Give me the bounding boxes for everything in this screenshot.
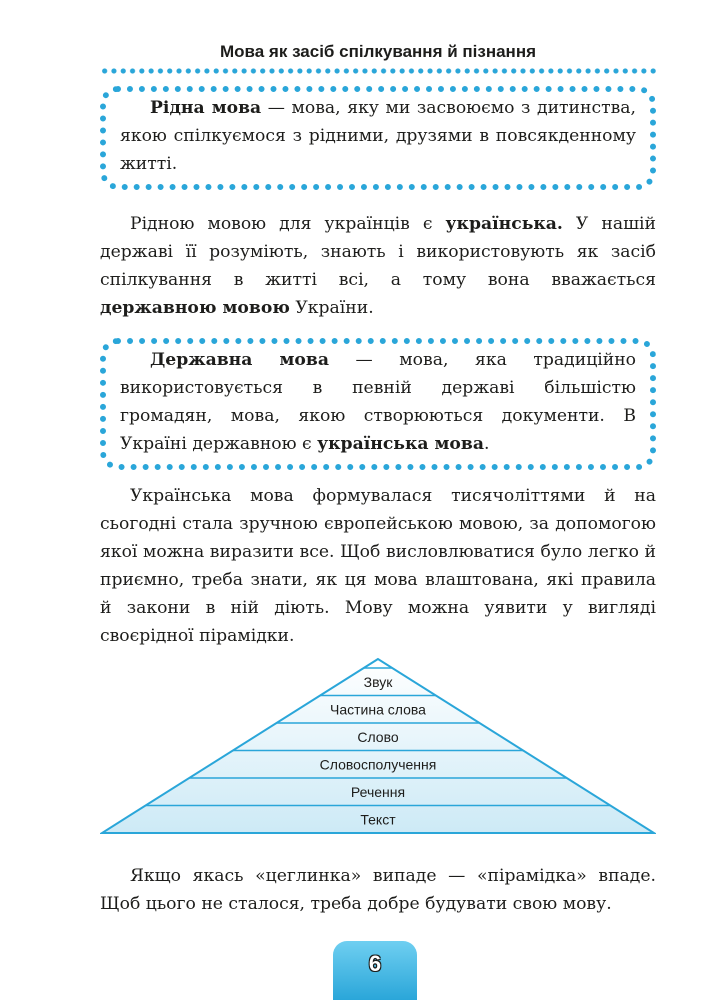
- pyramid-level-label: Звук: [363, 673, 393, 690]
- pyramid-level-label: Слово: [357, 728, 399, 745]
- language-pyramid-diagram: [100, 657, 656, 835]
- pyramid-level-label: Речення: [350, 783, 406, 800]
- pyramid-level-label: Текст: [360, 811, 396, 828]
- paragraph-ukrainian-state-language: Рідною мовою для українців є українська. У нашій державі її розуміють, знають і використовують як засіб спілкування в житті всі, а тому вона вважається державною мовою України.: [100, 214, 657, 318]
- dotted-divider: [100, 68, 656, 74]
- paragraph-language-structure: Українська мова формувалася тисячоліттями й на сьогодні стала зручною європейською мовою, за допомогою якої можна виразити все. Щоб висловлюватися було легко й приємно, треба знати, як ця мова влаштована, які правила й закони в ній діють. Мову можна уявити у вигляді своєрідної пірамідки.: [100, 486, 656, 646]
- term-native-language: Рідна мова: [150, 98, 262, 118]
- definition-box-state-language: Державна мова — мова, яка традиційно використовується в певній державі більшістю громадян, мова, якою створюються документи. В Україні державною є українська мова.: [100, 338, 656, 470]
- paragraph-conclusion: Якщо якась «цеглинка» випаде — «пірамідка» впаде. Щоб цього не сталося, треба добре будувати свою мову.: [100, 866, 656, 914]
- pyramid-level-label: Словосполучення: [319, 756, 437, 773]
- page-header: Мова як засіб спілкування й пізнання: [219, 42, 537, 61]
- page-number-tab: [333, 941, 417, 1000]
- page-number: 6: [368, 951, 382, 976]
- definition-box-native-language: [100, 86, 656, 190]
- term-state-language: Державна мова: [150, 350, 329, 370]
- definition-text: — мова, яку ми засвоюємо з дитинства, якою спілкуємося з рідними, друзями в повсякденному житті.: [120, 98, 636, 174]
- pyramid-level-label: Частина слова: [330, 701, 426, 718]
